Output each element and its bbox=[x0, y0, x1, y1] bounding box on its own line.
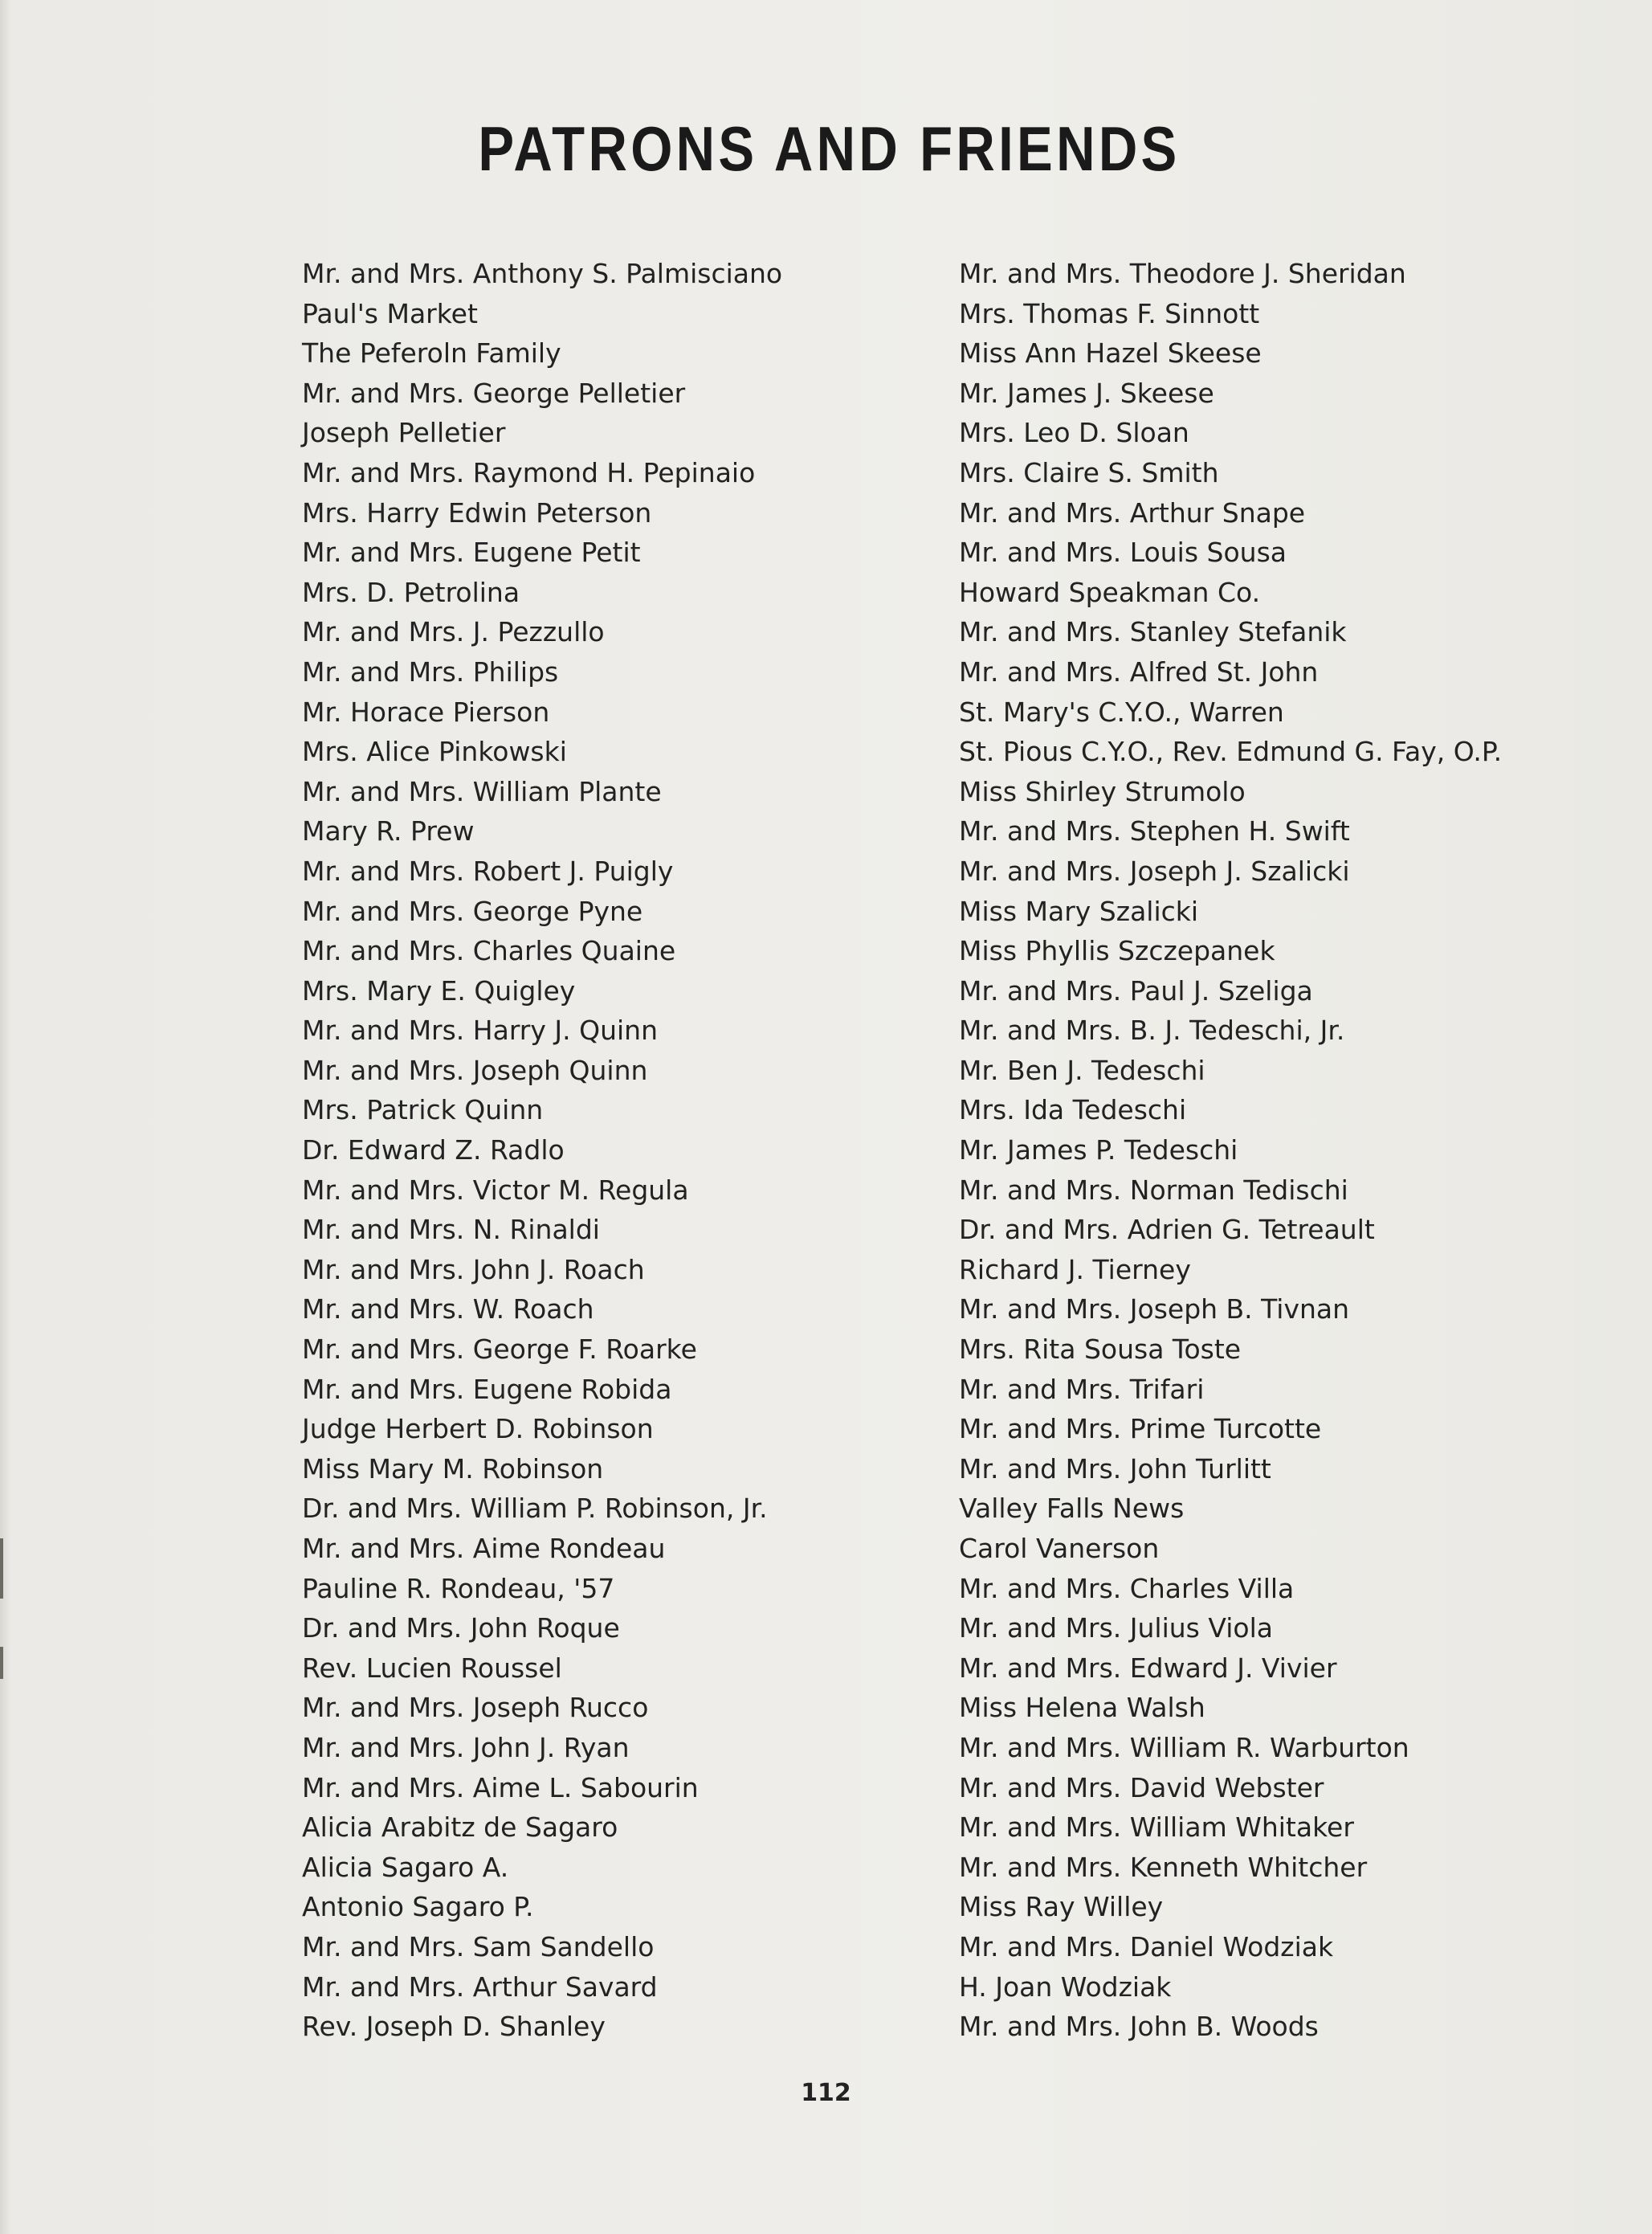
patron-entry: Rev. Joseph D. Shanley bbox=[302, 2011, 606, 2043]
patron-entry: Dr. and Mrs. John Roque bbox=[302, 1612, 620, 1644]
patron-entry: Mr. James P. Tedeschi bbox=[959, 1134, 1238, 1166]
patron-entry: Mr. and Mrs. Aime Rondeau bbox=[302, 1533, 666, 1564]
patron-entry: Mrs. Patrick Quinn bbox=[302, 1094, 544, 1126]
patron-entry: Mr. and Mrs. John B. Woods bbox=[959, 2011, 1319, 2043]
patron-entry: Mr. and Mrs. Charles Villa bbox=[959, 1572, 1295, 1604]
patron-entry: Mr. and Mrs. Sam Sandello bbox=[302, 1930, 655, 1962]
patron-entry: Miss Mary M. Robinson bbox=[302, 1452, 604, 1485]
patron-list-right bbox=[959, 254, 1502, 2047]
patron-entry: Mr. and Mrs. Edward J. Vivier bbox=[959, 1652, 1337, 1684]
patron-entry: Mr. and Mrs. Arthur Savard bbox=[302, 1971, 658, 2003]
patron-entry: Mr. and Mrs. Julius Viola bbox=[959, 1612, 1273, 1644]
patron-entry: Judge Herbert D. Robinson bbox=[302, 1413, 654, 1445]
patron-entry: Mr. and Mrs. Harry J. Quinn bbox=[302, 1015, 658, 1047]
patron-entry: Valley Falls News bbox=[959, 1493, 1185, 1525]
patron-entry: Mr. and Mrs. Paul J. Szeliga bbox=[959, 974, 1313, 1007]
patron-entry: Mr. Horace Pierson bbox=[302, 696, 550, 728]
page-number: 112 bbox=[801, 2079, 851, 2107]
patron-entry: H. Joan Wodziak bbox=[959, 1971, 1172, 2003]
patron-entry: Mr. and Mrs. Charles Quaine bbox=[302, 935, 676, 967]
patron-entry: Mr. and Mrs. William Whitaker bbox=[959, 1811, 1354, 1844]
patron-entry: Mrs. Harry Edwin Peterson bbox=[302, 496, 652, 529]
patron-entry: Mrs. D. Petrolina bbox=[302, 576, 520, 608]
patron-list-left bbox=[302, 254, 782, 2047]
patron-entry: Mrs. Rita Sousa Toste bbox=[959, 1333, 1242, 1366]
patron-entry: Mr. and Mrs. Kenneth Whitcher bbox=[959, 1851, 1368, 1883]
patron-entry: Mr. and Mrs. Robert J. Puigly bbox=[302, 855, 674, 887]
patron-entry: Mr. James J. Skeese bbox=[959, 377, 1214, 409]
page-title: PATRONS AND FRIENDS bbox=[478, 113, 1181, 184]
patron-entry: Mr. and Mrs. Raymond H. Pepinaio bbox=[302, 456, 756, 488]
patron-entry: Mrs. Ida Tedeschi bbox=[959, 1094, 1187, 1126]
patron-entry: Mr. and Mrs. Arthur Snape bbox=[959, 496, 1306, 529]
patron-entry: Mrs. Mary E. Quigley bbox=[302, 974, 576, 1007]
patron-entry: Miss Shirley Strumolo bbox=[959, 775, 1246, 807]
patron-entry: Miss Mary Szalicki bbox=[959, 895, 1199, 927]
patron-entry: Mr. and Mrs. Prime Turcotte bbox=[959, 1413, 1322, 1445]
patron-entry: Dr. and Mrs. William P. Robinson, Jr. bbox=[302, 1493, 768, 1525]
patron-entry: Miss Phyllis Szczepanek bbox=[959, 935, 1275, 967]
patron-entry: Paul's Market bbox=[302, 297, 478, 329]
patron-entry: Mr. and Mrs. Joseph J. Szalicki bbox=[959, 855, 1350, 887]
patron-entry: Mr. and Mrs. Eugene Robida bbox=[302, 1373, 672, 1405]
patron-entry: Mr. and Mrs. Eugene Petit bbox=[302, 537, 641, 569]
patron-entry: Mr. and Mrs. Philips bbox=[302, 655, 559, 688]
patron-entry: Mary R. Prew bbox=[302, 815, 475, 847]
patron-entry: Mr. and Mrs. W. Roach bbox=[302, 1293, 594, 1325]
patron-entry: Mr. and Mrs. Louis Sousa bbox=[959, 537, 1287, 569]
patron-entry: Mr. and Mrs. George Pyne bbox=[302, 895, 643, 927]
patron-entry: Mr. and Mrs. Aime L. Sabourin bbox=[302, 1771, 699, 1803]
patron-entry: Mr. and Mrs. Victor M. Regula bbox=[302, 1174, 689, 1206]
patron-entry: Alicia Sagaro A. bbox=[302, 1851, 509, 1883]
patron-entry: Mr. Ben J. Tedeschi bbox=[959, 1054, 1205, 1086]
patron-entry: Mr. and Mrs. Theodore J. Sheridan bbox=[959, 258, 1406, 289]
patron-entry: Miss Helena Walsh bbox=[959, 1692, 1205, 1724]
patron-entry: Mr. and Mrs. Stanley Stefanik bbox=[959, 616, 1347, 648]
patron-entry: Carol Vanerson bbox=[959, 1533, 1160, 1564]
patron-entry: Richard J. Tierney bbox=[959, 1253, 1191, 1285]
patron-entry: Mr. and Mrs. William Plante bbox=[302, 775, 662, 807]
patron-entry: Mrs. Leo D. Sloan bbox=[959, 417, 1189, 449]
patron-entry: Mr. and Mrs. William R. Warburton bbox=[959, 1731, 1409, 1763]
patron-entry: Dr. and Mrs. Adrien G. Tetreault bbox=[959, 1214, 1375, 1246]
patron-entry: Miss Ray Willey bbox=[959, 1891, 1164, 1923]
patron-entry: Mr. and Mrs. Daniel Wodziak bbox=[959, 1930, 1334, 1962]
patron-entry: Mr. and Mrs. Joseph Quinn bbox=[302, 1054, 648, 1086]
patron-entry: Mrs. Claire S. Smith bbox=[959, 456, 1219, 488]
binding-edge-mark bbox=[0, 1647, 3, 1679]
patron-entry: Dr. Edward Z. Radlo bbox=[302, 1134, 565, 1166]
patron-entry: Mrs. Thomas F. Sinnott bbox=[959, 297, 1260, 329]
patron-entry: Mr. and Mrs. Joseph B. Tivnan bbox=[959, 1293, 1350, 1325]
patron-entry: Mr. and Mrs. N. Rinaldi bbox=[302, 1214, 600, 1246]
patron-entry: Mr. and Mrs. John Turlitt bbox=[959, 1452, 1271, 1485]
patron-entry: Mr. and Mrs. George F. Roarke bbox=[302, 1333, 697, 1366]
patron-entry: Mrs. Alice Pinkowski bbox=[302, 736, 567, 768]
patron-entry: Rev. Lucien Roussel bbox=[302, 1652, 562, 1684]
patron-entry: Joseph Pelletier bbox=[302, 417, 506, 449]
patron-entry: St. Mary's C.Y.O., Warren bbox=[959, 696, 1284, 728]
patron-entry: Alicia Arabitz de Sagaro bbox=[302, 1811, 618, 1844]
patron-entry: Mr. and Mrs. J. Pezzullo bbox=[302, 616, 605, 648]
patron-entry: Miss Ann Hazel Skeese bbox=[959, 337, 1262, 370]
patron-entry: Mr. and Mrs. Alfred St. John bbox=[959, 655, 1319, 688]
patron-entry: Mr. and Mrs. John J. Ryan bbox=[302, 1731, 630, 1763]
patron-entry: Mr. and Mrs. Joseph Rucco bbox=[302, 1692, 649, 1724]
patron-entry: Mr. and Mrs. Stephen H. Swift bbox=[959, 815, 1350, 847]
patron-entry: Mr. and Mrs. Trifari bbox=[959, 1373, 1205, 1405]
patron-entry: Mr. and Mrs. Anthony S. Palmisciano bbox=[302, 258, 783, 289]
patron-entry: The Peferoln Family bbox=[302, 337, 561, 370]
patron-entry: St. Pious C.Y.O., Rev. Edmund G. Fay, O.P. bbox=[959, 736, 1503, 768]
patron-entry: Mr. and Mrs. B. J. Tedeschi, Jr. bbox=[959, 1015, 1345, 1047]
patron-entry: Mr. and Mrs. George Pelletier bbox=[302, 377, 686, 409]
patron-entry: Mr. and Mrs. John J. Roach bbox=[302, 1253, 645, 1285]
binding-edge-mark bbox=[0, 1538, 3, 1599]
patron-entry: Mr. and Mrs. Norman Tedischi bbox=[959, 1174, 1348, 1206]
patron-entry: Pauline R. Rondeau, '57 bbox=[302, 1572, 615, 1604]
patron-entry: Antonio Sagaro P. bbox=[302, 1891, 534, 1923]
patron-entry: Howard Speakman Co. bbox=[959, 576, 1261, 608]
patron-entry: Mr. and Mrs. David Webster bbox=[959, 1771, 1324, 1803]
